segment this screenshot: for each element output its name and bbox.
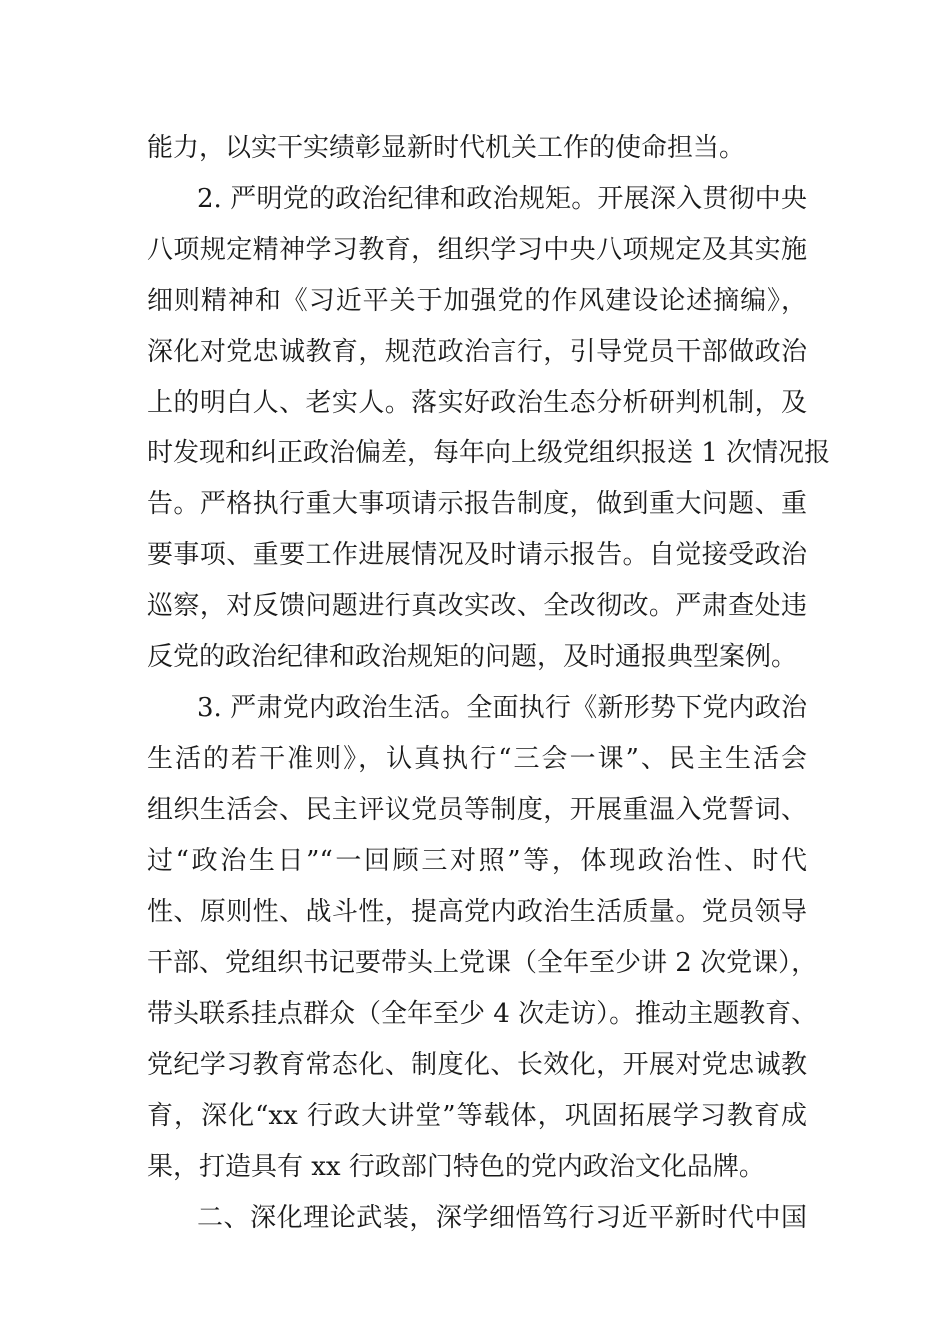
text-line: 细则精神和《习近平关于加强党的作风建设论述摘编》，	[147, 286, 807, 316]
text-line: 带头联系挂点群众（全年至少 4 次走访）。推动主题教育、	[147, 999, 818, 1029]
text-line: 巡察，对反馈问题进行真改实改、全改彻改。严肃查处违	[147, 591, 807, 621]
text-line: 党纪学习教育常态化、制度化、长效化，开展对党忠诚教	[147, 1050, 807, 1080]
text-line: 果，打造具有 xx 行政部门特色的党内政治文化品牌。	[147, 1152, 765, 1182]
text-line: 育，深化“xx 行政大讲堂”等载体，巩固拓展学习教育成	[147, 1101, 807, 1131]
text-line: 过“政治生日”“一回顾三对照”等，体现政治性、时代	[147, 846, 807, 876]
text-line: 八项规定精神学习教育，组织学习中央八项规定及其实施	[147, 235, 807, 265]
text-line: 组织生活会、民主评议党员等制度，开展重温入党誓词、	[147, 795, 807, 825]
text-line: 告。严格执行重大事项请示报告制度，做到重大问题、重	[147, 489, 807, 519]
text-line: 反党的政治纪律和政治规矩的问题，及时通报典型案例。	[147, 642, 798, 672]
text-line: 能力，以实干实绩彰显新时代机关工作的使命担当。	[147, 133, 746, 163]
paragraph-3-heading-line: 3. 严肃党内政治生活。全面执行《新形势下党内政治	[197, 693, 807, 723]
paragraph-2-heading-line: 2. 严明党的政治纪律和政治规矩。开展深入贯彻中央	[197, 184, 807, 214]
text-line: 生活的若干准则》，认真执行“三会一课”、民主生活会	[147, 744, 807, 774]
section-heading-line: 二、深化理论武装，深学细悟笃行习近平新时代中国	[197, 1203, 807, 1233]
text-line: 要事项、重要工作进展情况及时请示报告。自觉接受政治	[147, 540, 807, 570]
text-line: 时发现和纠正政治偏差，每年向上级党组织报送 1 次情况报	[147, 438, 831, 468]
text-line: 性、原则性、战斗性，提高党内政治生活质量。党员领导	[147, 897, 807, 927]
text-line: 深化对党忠诚教育，规范政治言行，引导党员干部做政治	[147, 337, 807, 367]
text-line: 干部、党组织书记要带头上党课（全年至少讲 2 次党课），	[147, 948, 818, 978]
text-line: 上的明白人、老实人。落实好政治生态分析研判机制，及	[147, 388, 807, 418]
